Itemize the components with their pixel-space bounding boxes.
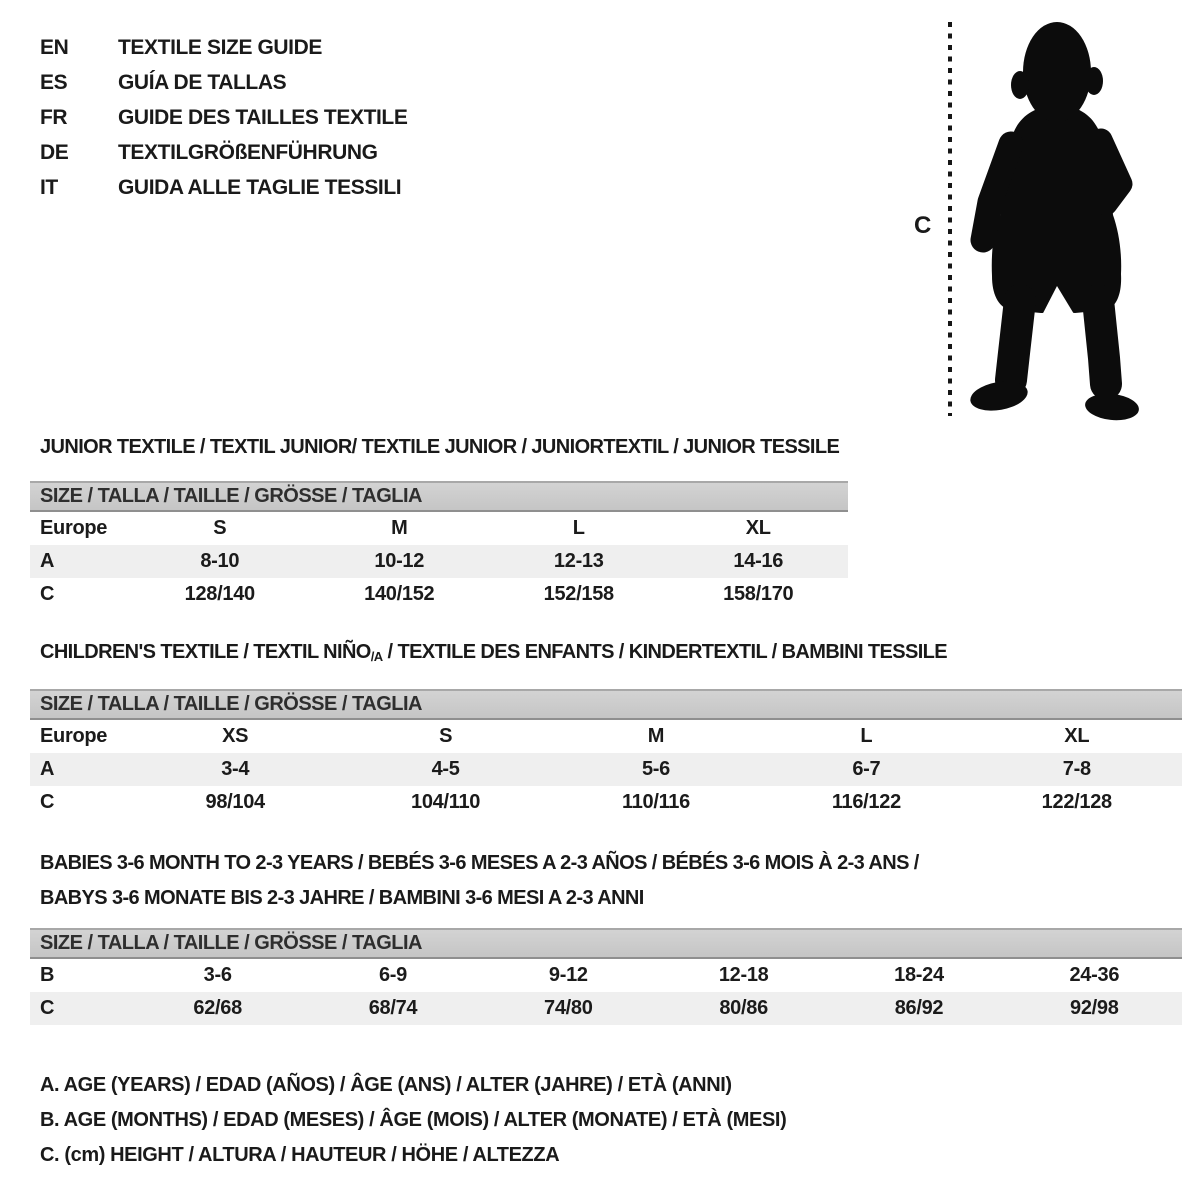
section-title-junior: JUNIOR TEXTILE / TEXTIL JUNIOR/ TEXTILE JUNIOR / JUNIORTEXTIL / JUNIOR TESSILE xyxy=(40,436,840,458)
table-cell: XL xyxy=(745,517,771,539)
table-cell: 62/68 xyxy=(193,997,242,1019)
row-label: A xyxy=(40,758,55,780)
table-row xyxy=(30,720,1182,753)
language-row xyxy=(40,30,407,65)
table-cell: 128/140 xyxy=(184,583,255,605)
table-cell: 6-9 xyxy=(378,964,407,986)
table-cell: 3-6 xyxy=(203,964,232,986)
table-cell: S xyxy=(213,517,227,539)
language-code: EN xyxy=(40,36,69,59)
section-title-children-sub: /A xyxy=(370,649,383,664)
language-code: ES xyxy=(40,71,68,94)
size-header-children: SIZE / TALLA / TAILLE / GRÖSSE / TAGLIA xyxy=(30,689,1182,720)
section-title-babies-line2: BABYS 3-6 MONATE BIS 2-3 JAHRE / BAMBINI 3-6 MESI A 2-3 ANNI xyxy=(40,887,644,909)
table-cell: 6-7 xyxy=(852,758,881,780)
babies-size-table xyxy=(30,959,1182,1025)
language-code: FR xyxy=(40,106,68,129)
guide-title: GUIDA ALLE TAGLIE TESSILI xyxy=(118,176,402,199)
table-row xyxy=(30,578,848,611)
section-title-children-rest: / TEXTILE DES ENFANTS / KINDERTEXTIL / BAMBINI TESSILE xyxy=(382,641,948,663)
row-label: A xyxy=(40,550,55,572)
table-row xyxy=(30,786,1182,819)
table-cell: 12-13 xyxy=(553,550,604,572)
table-cell: XS xyxy=(222,725,249,747)
table-cell: 74/80 xyxy=(544,997,593,1019)
guide-title: GUIDE DES TAILLES TEXTILE xyxy=(118,106,408,129)
language-row xyxy=(40,170,407,205)
guide-title: TEXTILGRÖßENFÜHRUNG xyxy=(118,141,378,164)
table-row xyxy=(30,512,848,545)
table-cell: 152/158 xyxy=(543,583,614,605)
table-row xyxy=(30,545,848,578)
table-cell: 122/128 xyxy=(1041,791,1112,813)
table-cell: 8-10 xyxy=(200,550,240,572)
table-cell: 86/92 xyxy=(894,997,944,1019)
legend-line-c: C. (cm) HEIGHT / ALTURA / HAUTEUR / HÖHE / ALTEZZA xyxy=(40,1144,560,1166)
table-cell: 4-5 xyxy=(431,758,460,780)
row-label: B xyxy=(40,964,55,986)
table-cell: 24-36 xyxy=(1069,964,1120,986)
language-code: IT xyxy=(40,176,58,199)
language-row xyxy=(40,135,407,170)
section-title-children-main: CHILDREN'S TEXTILE / TEXTIL NIÑO xyxy=(40,641,371,663)
table-cell: 68/74 xyxy=(368,997,418,1019)
table-cell: 116/122 xyxy=(831,791,901,813)
table-cell: 158/170 xyxy=(723,583,794,605)
size-header-junior: SIZE / TALLA / TAILLE / GRÖSSE / TAGLIA xyxy=(30,481,848,512)
legend-block xyxy=(40,1068,786,1173)
section-title-babies-line1: BABIES 3-6 MONTH TO 2-3 YEARS / BEBÉS 3-6 MESES A 2-3 AÑOS / BÉBÉS 3-6 MOIS À 2-3 ANS / xyxy=(40,852,919,874)
table-cell: 9-12 xyxy=(548,964,588,986)
table-cell: 18-24 xyxy=(894,964,944,986)
row-label: C xyxy=(40,583,55,605)
table-cell: 98/104 xyxy=(205,791,265,813)
table-cell: 5-6 xyxy=(641,758,670,780)
row-label: C xyxy=(40,791,55,813)
table-cell: 7-8 xyxy=(1062,758,1091,780)
table-cell: 3-4 xyxy=(221,758,250,780)
table-cell: L xyxy=(860,725,873,747)
table-cell: 92/98 xyxy=(1070,997,1119,1019)
language-code: DE xyxy=(40,141,69,164)
junior-size-table xyxy=(30,512,848,611)
table-cell: 140/152 xyxy=(364,583,435,605)
legend-line-b: B. AGE (MONTHS) / EDAD (MESES) / ÂGE (MOIS) / ALTER (MONATE) / ETÀ (MESI) xyxy=(40,1109,787,1131)
table-cell: M xyxy=(391,517,408,539)
table-cell: S xyxy=(439,725,453,747)
guide-title: GUÍA DE TALLAS xyxy=(118,71,287,94)
section-title-children xyxy=(40,640,947,666)
language-row xyxy=(40,100,407,135)
table-cell: 10-12 xyxy=(374,550,425,572)
size-header-babies: SIZE / TALLA / TAILLE / GRÖSSE / TAGLIA xyxy=(30,928,1182,959)
table-cell: L xyxy=(572,517,585,539)
language-title-block xyxy=(40,30,407,205)
height-measure-label: C xyxy=(914,212,931,239)
table-cell: 80/86 xyxy=(719,997,768,1019)
legend-line-a: A. AGE (YEARS) / EDAD (AÑOS) / ÂGE (ANS) / ALTER (JAHRE) / ETÀ (ANNI) xyxy=(40,1074,732,1096)
children-size-table xyxy=(30,720,1182,819)
table-cell: 104/110 xyxy=(411,791,481,813)
table-row xyxy=(30,753,1182,786)
table-cell: M xyxy=(647,725,665,747)
table-row xyxy=(30,959,1182,992)
row-label: Europe xyxy=(40,725,108,747)
guide-title: TEXTILE SIZE GUIDE xyxy=(118,36,322,59)
table-cell: 110/116 xyxy=(621,791,690,813)
table-row xyxy=(30,992,1182,1025)
table-cell: 14-16 xyxy=(733,550,784,572)
toddler-silhouette xyxy=(900,0,1200,430)
table-cell: XL xyxy=(1064,725,1090,747)
language-row xyxy=(40,65,407,100)
toddler-silhouette-figure xyxy=(968,22,1140,423)
table-cell: 12-18 xyxy=(718,964,769,986)
row-label: Europe xyxy=(40,517,108,539)
row-label: C xyxy=(40,997,55,1019)
section-title-babies xyxy=(40,846,919,916)
